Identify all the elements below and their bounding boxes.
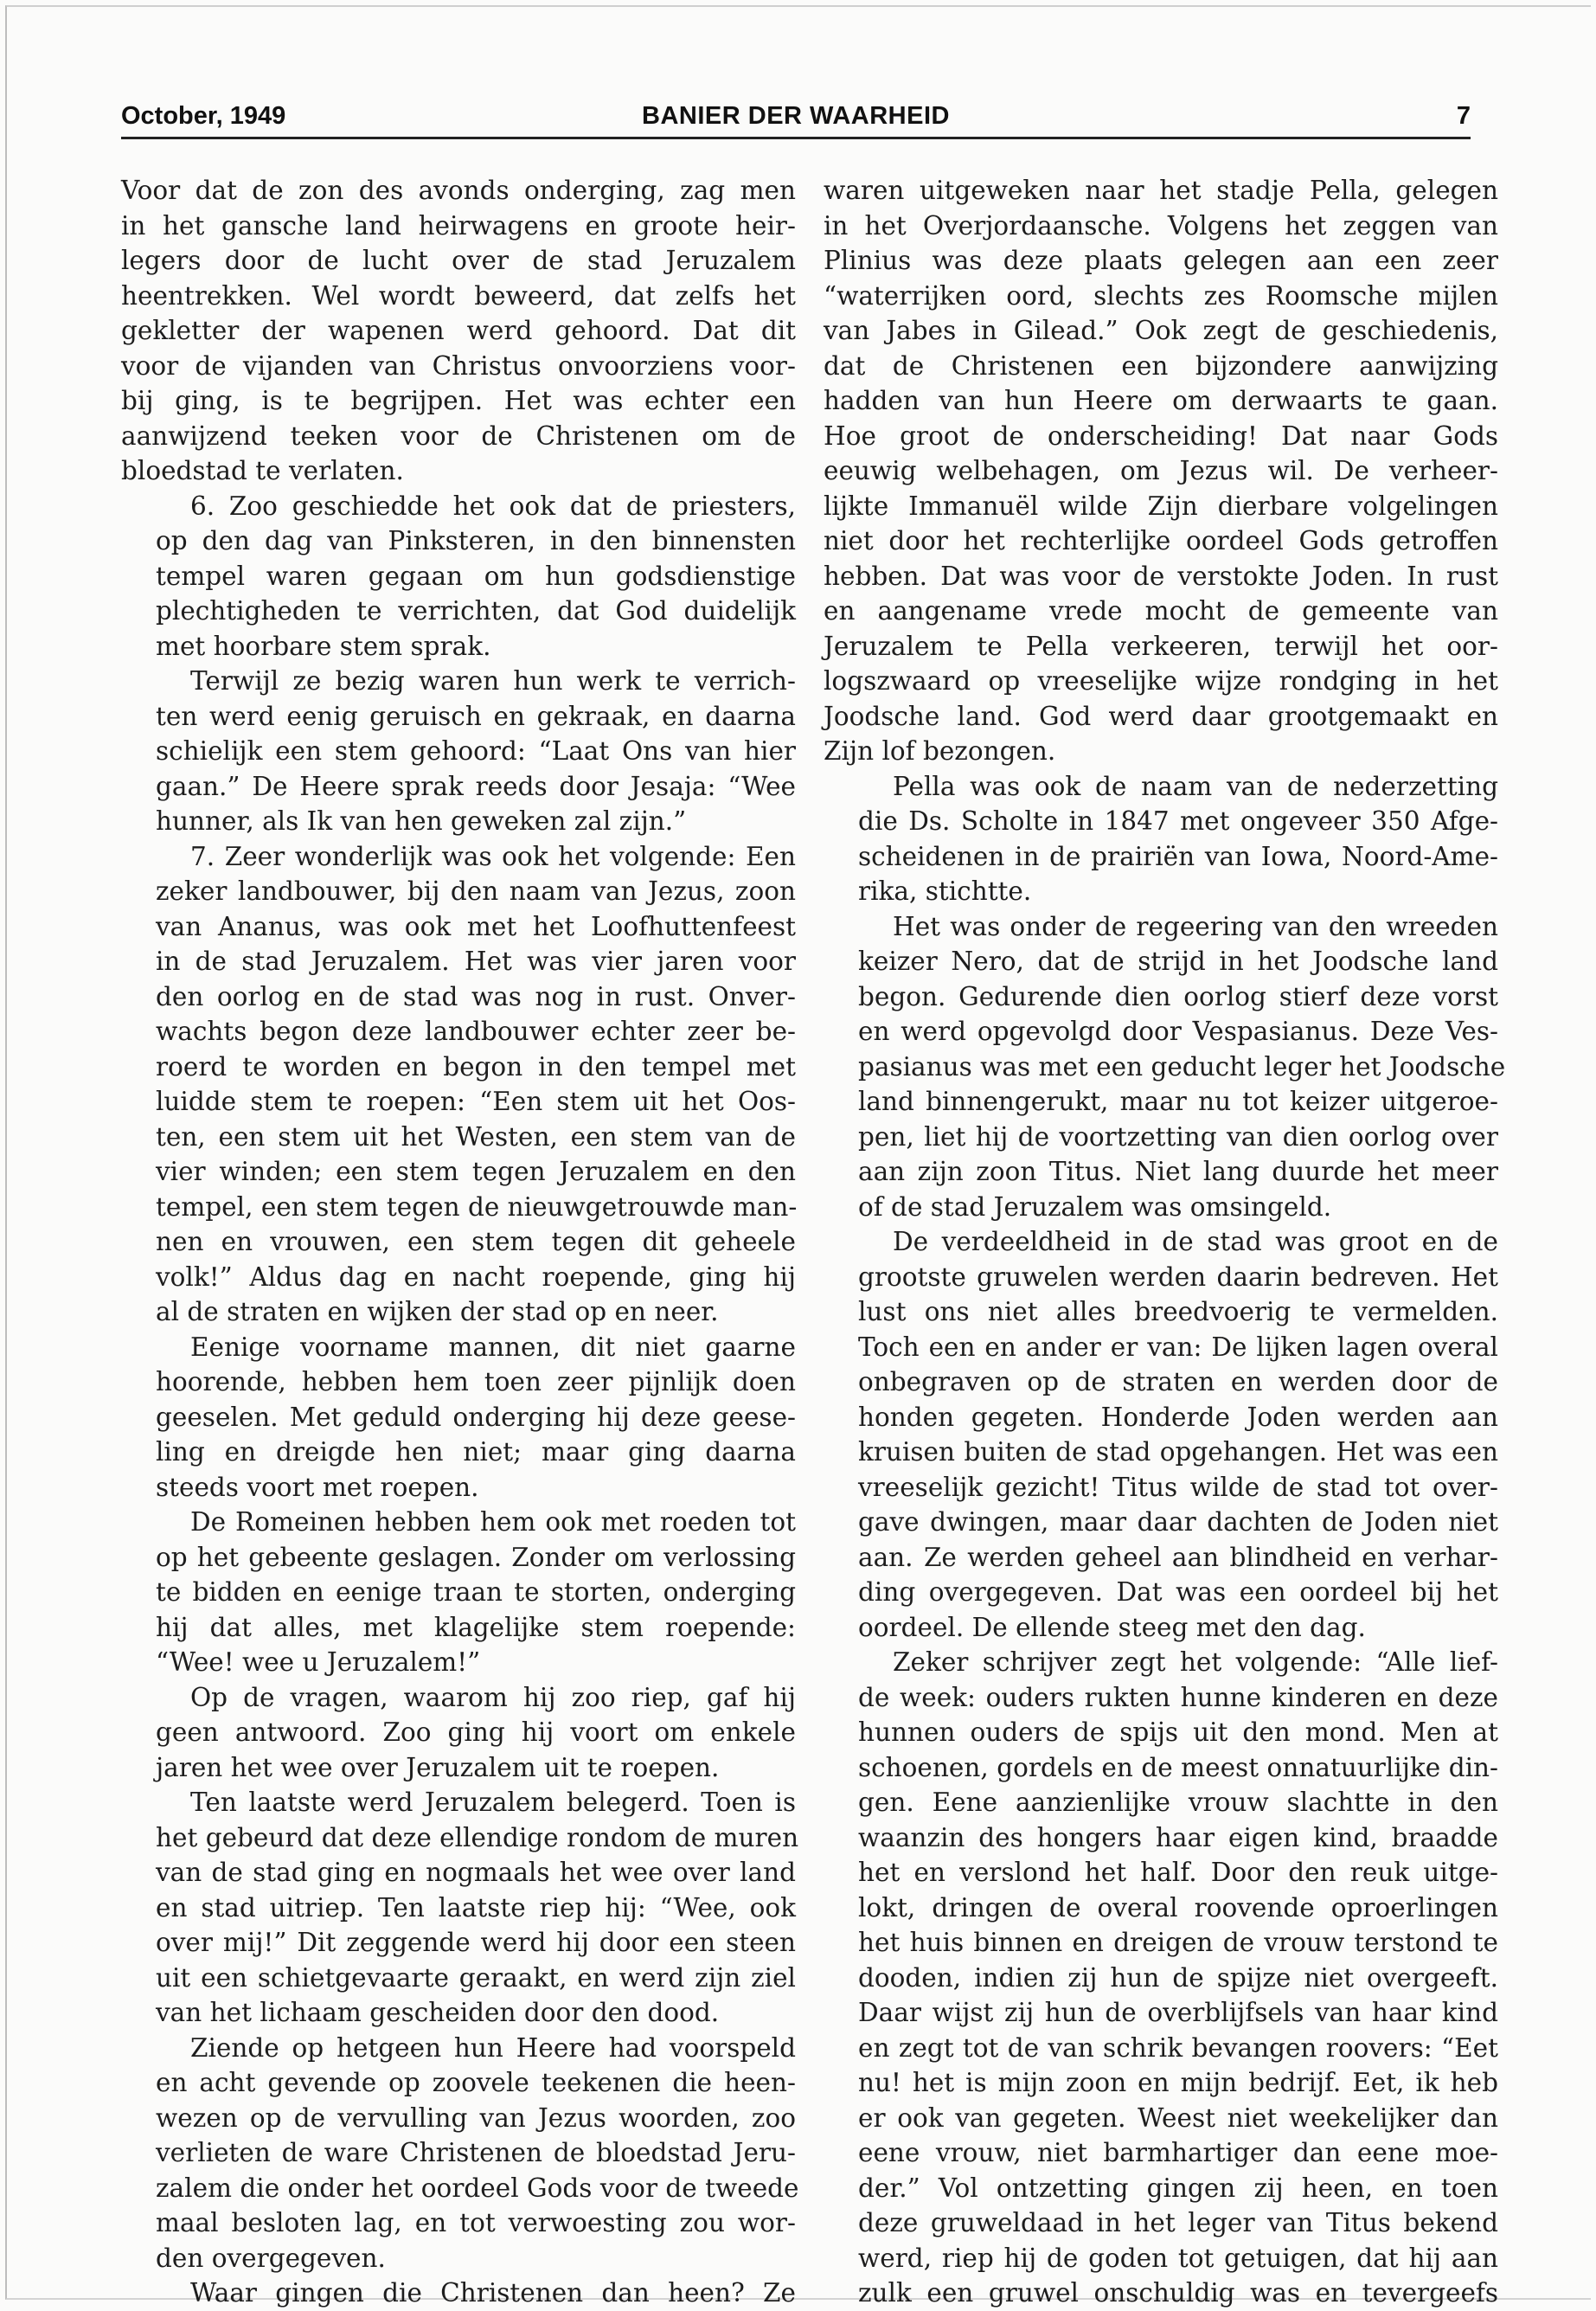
header-title: BANIER DER WAARHEID (642, 102, 950, 130)
text-line: Zijn lof bezongen. (824, 736, 1056, 766)
text-line: heentrekken. Wel wordt beweerd, dat zelfs het (121, 280, 796, 311)
text-line: niet door het rechterlijke oordeel Gods getroffen (824, 526, 1498, 555)
text-line: in de stad Jeruzalem. Het was vier jaren voor (156, 947, 796, 976)
text-line: van Jabes in Gilead.” Ook zegt de geschiedenis, (824, 316, 1498, 345)
text-line: ding overgegeven. Dat was een oordeel bij het (858, 1577, 1498, 1607)
text-line: luidde stem te roepen: “Een stem uit het Oos- (156, 1087, 796, 1116)
text-line: gekletter der wapenen werd gehoord. Dat dit (121, 316, 796, 345)
text-line: volk!” Aldus dag en nacht roepende, ging hij (156, 1261, 796, 1292)
text-line: geen antwoord. Zoo ging hij voort om enkele (156, 1717, 796, 1747)
text-line: Pella was ook de naam van de nederzetting (893, 771, 1498, 801)
text-line: den oorlog en de stad was nog in rust. Onver- (156, 981, 796, 1011)
text-line: lijkte Immanuël wilde Zijn dierbare volgelingen (824, 491, 1498, 521)
text-line: honden gegeten. Honderde Joden werden aan (858, 1402, 1498, 1432)
text-line: en werd opgevolgd door Vespasianus. Deze Ves- (858, 1017, 1498, 1046)
text-line: bij ging, is te begrijpen. Het was echter een (121, 386, 796, 415)
text-line: met hoorbare stem sprak. (156, 631, 491, 661)
text-line: over mij!” Dit zeggende werd hij door een steen (156, 1928, 796, 1957)
text-line: aan. Ze werden geheel aan blindheid en verhar- (858, 1542, 1498, 1572)
text-line: legers door de lucht over de stad Jeruzalem (121, 246, 796, 275)
text-line: onbegraven op de straten en werden door de (858, 1367, 1498, 1396)
paragraph (121, 1680, 796, 1786)
text-line: geeselen. Met geduld onderging hij deze geese- (156, 1402, 796, 1432)
text-line: Ten laatste werd Jeruzalem belegerd. Toen is (190, 1788, 796, 1817)
text-line: hij dat alles, met klagelijke stem roepende: (156, 1612, 796, 1642)
text-line: hunner, als Ik van hen geweken zal zijn.” (156, 806, 687, 836)
text-line: voor de vijanden van Christus onvoorziens voor- (121, 350, 796, 381)
text-line: hunnen ouders de spijs uit den mond. Men at (858, 1717, 1498, 1747)
text-line: lust ons niet alles breedvoerig te vermelden. (858, 1297, 1498, 1326)
text-line: zeker landbouwer, bij den naam van Jezus, zoon (156, 876, 796, 906)
text-line: “waterrijken oord, slechts zes Roomsche mijlen (824, 280, 1498, 311)
text-line: Joodsche land. God werd daar grootgemaakt en (824, 701, 1498, 731)
text-line: en aangename vrede mocht de gemeente van (824, 596, 1498, 626)
text-line: rika, stichtte. (858, 876, 1032, 906)
text-line: wachts begon deze landbouwer echter zeer be- (156, 1017, 796, 1046)
text-line: roerd te worden en begon in den tempel met (156, 1051, 796, 1082)
text-line: deze gruweldaad in het leger van Titus bekend (858, 2208, 1498, 2237)
paragraph (121, 1505, 796, 1680)
text-line: Waar gingen die Christenen dan heen? Ze (190, 2278, 796, 2308)
running-header (121, 97, 1471, 135)
text-line: van het lichaam gescheiden door den dood. (156, 1998, 720, 2027)
text-line: tempel waren gegaan om hun godsdienstige (156, 561, 796, 591)
text-line: De Romeinen hebben hem ook met roeden tot (190, 1507, 796, 1537)
text-line: nu! het is mijn zoon en mijn bedrijf. Eet, ik heb (858, 2068, 1498, 2097)
text-line: begon. Gedurende dien oorlog stierf deze vorst (858, 981, 1498, 1011)
paragraph (824, 909, 1506, 1225)
text-line: keizer Nero, dat de strijd in het Joodsche land (858, 947, 1498, 976)
text-line: of de stad Jeruzalem was omsingeld. (858, 1191, 1332, 1222)
header-date: October, 1949 (121, 102, 286, 130)
text-line: aan zijn zoon Titus. Niet lang duurde het meer (858, 1157, 1498, 1186)
text-line: Eenige voorname mannen, dit niet gaarne (190, 1332, 796, 1362)
text-line: pasianus was met een geducht leger het Joodsche (858, 1051, 1506, 1082)
text-line: Zeker schrijver zegt het volgende: “Alle lief- (893, 1647, 1498, 1677)
text-line: der.” Vol ontzetting gingen zij heen, en toen (858, 2173, 1498, 2203)
text-line: lokt, dringen de overal roovende oproerlingen (858, 1892, 1498, 1923)
text-line: Plinius was deze plaats gelegen aan een zeer (824, 246, 1498, 275)
paragraph (121, 1785, 799, 2031)
text-line: eeuwig welbehagen, om Jezus wil. De verheer- (824, 456, 1498, 485)
text-line: waanzin des hongers haar eigen kind, braadde (858, 1822, 1498, 1852)
text-line: en zegt tot de van schrik bevangen roovers: “Eet (858, 2032, 1498, 2063)
text-line: er ook van gegeten. Weest niet weekelijker dan (858, 2102, 1498, 2133)
text-line: het huis binnen en dreigen de vrouw terstond te (858, 1928, 1498, 1957)
text-line: van Ananus, was ook met het Loofhuttenfeest (156, 911, 796, 941)
paragraph (121, 489, 796, 664)
text-line: gen. Eene aanzienlijke vrouw slachtte in den (858, 1788, 1498, 1817)
text-line: scheidenen in de prairiën van Iowa, Noord-Ame- (858, 841, 1498, 871)
text-line: schoenen, gordels en de meest onnatuurlijke din- (858, 1752, 1498, 1782)
text-line: eene vrouw, niet barmhartiger dan eene moe- (858, 2138, 1498, 2167)
paragraph (121, 173, 796, 489)
text-line: te bidden en eenige traan te storten, onderging (156, 1577, 796, 1607)
text-line: tempel, een stem tegen de nieuwgetrouwde man- (156, 1191, 798, 1222)
text-line: en acht gevende op zoovele teekenen die heen- (156, 2068, 796, 2097)
text-line: hebben. Dat was voor de verstokte Joden. In rust (824, 561, 1498, 591)
text-line: zalem die onder het oordeel Gods voor de tweede (156, 2173, 799, 2203)
text-line: op het gebeente geslagen. Zonder om verlossing (156, 1542, 796, 1572)
text-line: al de straten en wijken der stad op en neer. (156, 1297, 719, 1326)
text-line: Terwijl ze bezig waren hun werk te verrich- (190, 666, 796, 696)
text-line: van de stad ging en nogmaals het wee over land (156, 1858, 796, 1887)
paragraph (824, 173, 1498, 769)
paragraph (121, 839, 796, 1330)
text-line: Voor dat de zon des avonds onderging, zag men (121, 176, 796, 205)
text-line: Ziende op hetgeen hun Heere had voorspeld (190, 2032, 796, 2063)
text-line: de week: ouders rukten hunne kinderen en deze (858, 1682, 1498, 1712)
text-line: De verdeeldheid in de stad was groot en de (893, 1227, 1498, 1256)
text-line: maal besloten lag, en tot verwoesting zou wor- (156, 2208, 796, 2237)
text-line: gave dwingen, maar daar dachten de Joden niet (858, 1507, 1498, 1537)
text-line: ling en dreigde hen niet; maar ging daarna (156, 1437, 796, 1467)
text-line: jaren het wee over Jeruzalem uit te roepen. (156, 1752, 720, 1782)
text-line: steeds voort met roepen. (156, 1472, 479, 1502)
text-line: “Wee! wee u Jeruzalem!” (156, 1647, 481, 1677)
text-line: het gebeurd dat deze ellendige rondom de muren (156, 1822, 799, 1852)
paragraph (121, 664, 796, 839)
text-line: aanwijzend teeken voor de Christenen om de (121, 420, 796, 451)
text-line: land binnengerukt, maar nu tot keizer uitgeroe- (858, 1087, 1498, 1116)
text-line: ten, een stem uit het Westen, een stem van de (156, 1121, 796, 1152)
text-line: zulk een gruwel onschuldig was en tevergeefs (858, 2278, 1498, 2308)
text-line: werd, riep hij de goden tot getuigen, dat hij aan (858, 2243, 1498, 2273)
text-line: Het was onder de regeering van den wreeden (893, 911, 1498, 941)
text-line: kruisen buiten de stad opgehangen. Het was een (858, 1437, 1498, 1467)
text-line: in het Overjordaansche. Volgens het zeggen van (824, 210, 1498, 241)
text-line: verlieten de ware Christenen de bloedstad Jeru- (156, 2138, 796, 2167)
paragraph (121, 1330, 796, 1505)
text-line: die Ds. Scholte in 1847 met ongeveer 350 Afge- (858, 806, 1498, 836)
paragraph (121, 2276, 796, 2311)
text-line: 6. Zoo geschiedde het ook dat de priesters, (190, 491, 796, 521)
text-line: waren uitgeweken naar het stadje Pella, gelegen (824, 176, 1498, 205)
text-line: het en verslond het half. Door den reuk uitge- (858, 1858, 1498, 1887)
paragraph (824, 1224, 1498, 1645)
text-line: schielijk een stem gehoord: “Laat Ons van hier (156, 736, 796, 766)
right-column (824, 173, 1506, 2311)
paragraph (824, 769, 1498, 909)
text-line: Toch een en ander er van: De lijken lagen overal (858, 1332, 1498, 1362)
text-line: logszwaard op vreeselijke wijze rondging in het (824, 666, 1498, 696)
text-line: uit een schietgevaarte geraakt, en werd zijn ziel (156, 1962, 796, 1993)
text-line: 7. Zeer wonderlijk was ook het volgende: Een (190, 841, 796, 871)
text-line: vier winden; een stem tegen Jeruzalem en den (156, 1157, 796, 1186)
text-line: dooden, indien zij hun de spijze niet overgeeft. (858, 1962, 1498, 1993)
text-line: in het gansche land heirwagens en groote heir- (121, 210, 796, 241)
header-rule (121, 137, 1471, 139)
text-line: en stad uitriep. Ten laatste riep hij: “Wee, ook (156, 1892, 796, 1923)
text-line: hoorende, hebben hem toen zeer pijnlijk doen (156, 1367, 796, 1396)
paragraph (824, 1645, 1498, 2311)
text-line: wezen op de vervulling van Jezus woorden, zoo (156, 2102, 796, 2133)
text-line: den overgegeven. (156, 2243, 386, 2273)
text-line: dat de Christenen een bijzondere aanwijzing (824, 350, 1498, 381)
text-line: gaan.” De Heere sprak reeds door Jesaja: “Wee (156, 771, 796, 801)
text-line: grootste gruwelen werden daarin bedreven. Het (858, 1261, 1498, 1292)
paragraph (121, 2031, 799, 2276)
text-line: bloedstad te verlaten. (121, 456, 404, 485)
text-line: ten werd eenig geruisch en gekraak, en daarna (156, 701, 796, 731)
text-line: hadden van hun Heere om derwaarts te gaan. (824, 386, 1498, 415)
text-line: vreeselijk gezicht! Titus wilde de stad tot over- (858, 1472, 1498, 1502)
text-line: plechtigheden te verrichten, dat God duidelijk (156, 596, 796, 626)
header-page-number: 7 (1456, 102, 1471, 130)
text-line: Daar wijst zij hun de overblijfsels van haar kind (858, 1998, 1498, 2027)
text-line: op den dag van Pinksteren, in den binnensten (156, 526, 796, 555)
text-line: Op de vragen, waarom hij zoo riep, gaf hij (190, 1682, 796, 1712)
text-line: pen, liet hij de voortzetting van dien oorlog over (858, 1121, 1498, 1152)
left-column (121, 173, 799, 2311)
text-line: oordeel. De ellende steeg met den dag. (858, 1612, 1366, 1642)
text-line: nen en vrouwen, een stem tegen dit geheele (156, 1227, 796, 1256)
text-line: Jeruzalem te Pella verkeeren, terwijl het oor- (824, 631, 1498, 661)
text-line: Hoe groot de onderscheiding! Dat naar Gods (824, 420, 1498, 451)
